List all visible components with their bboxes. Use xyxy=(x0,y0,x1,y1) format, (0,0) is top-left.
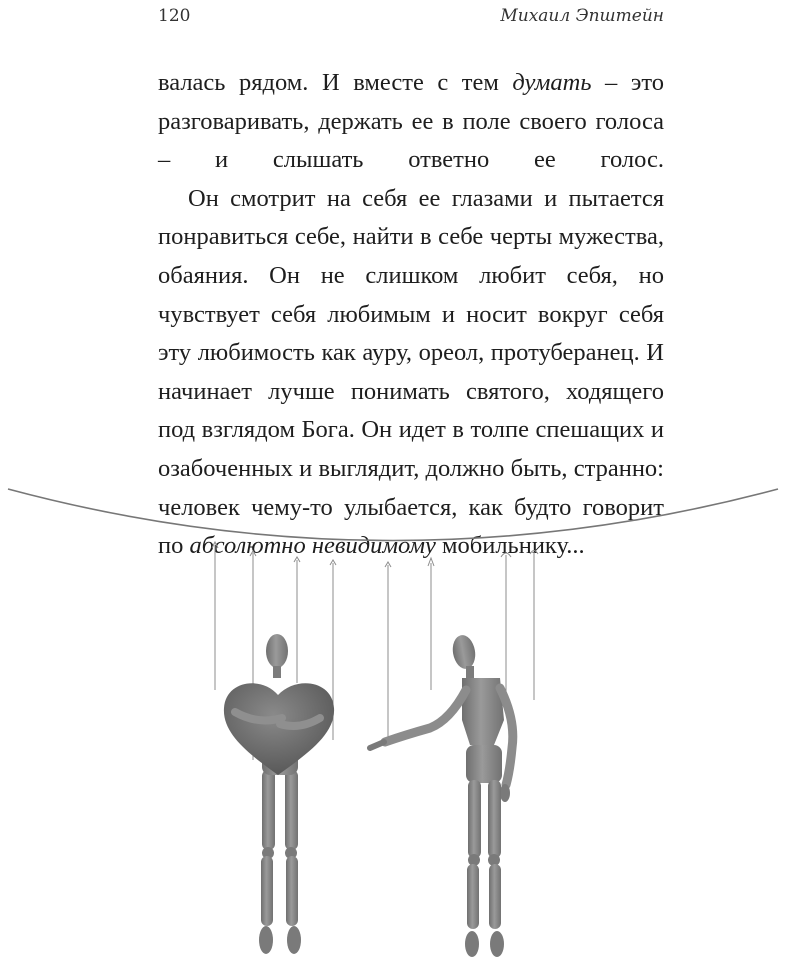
page-number: 120 xyxy=(158,6,191,26)
string-knots xyxy=(212,542,538,567)
author-name: Михаил Эпштейн xyxy=(500,6,664,26)
clothesline xyxy=(8,489,778,541)
paragraph-1 xyxy=(158,64,664,180)
paragraph-1-text-a: валась рядом. И вместе с тем xyxy=(158,69,513,96)
emphasis-think: думать xyxy=(512,69,592,96)
emphasis-invisible: абсолютно невидимому xyxy=(189,532,436,560)
figure-with-heart xyxy=(224,634,334,954)
marionette-illustration xyxy=(0,470,786,971)
paragraph-1-text-b: – это разговаривать, держать ее в поле своего голоса – и слышать ответно ее голос. xyxy=(158,69,664,174)
paragraph-2-text-a: Он смотрит на себя ее глазами и пытается понравиться себе, найти в себе черты мужества, обаяния. Он не слишком любит себя, но чувствует себя любимым и носит вокруг себя эту любимость как ауру, ореол, протуберанец. И начинает лучше понимать святого, ходящего под взглядом Бога. Он идет в толпе спешащих и озабоченных и выглядит, должно быть, странно: человек чему-то улыбается, как будто говорит по xyxy=(158,184,664,560)
paragraph-2-text-b: мобильнику... xyxy=(435,532,585,560)
running-head xyxy=(158,6,664,30)
figure-reaching xyxy=(370,633,513,957)
